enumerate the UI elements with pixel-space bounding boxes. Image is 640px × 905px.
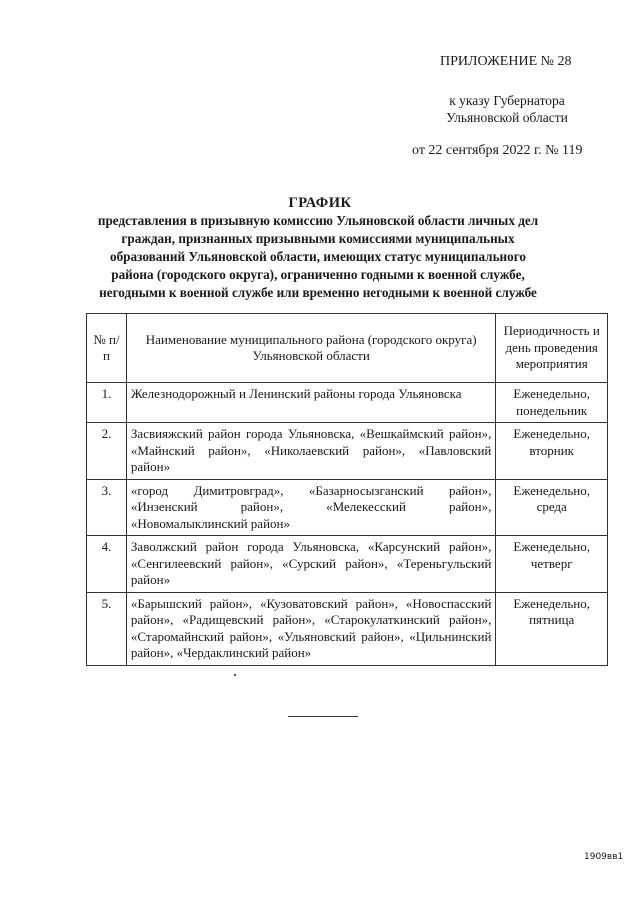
row-name: «город Димитровград», «Базарносызганский район», «Инзенский район», «Мелекесский район», «Новомалыклинский район» [126, 479, 496, 536]
row-name: Заволжский район города Ульяновска, «Карсунский район», «Сенгилеевский район», «Сурский район», «Тереньгульский район» [126, 536, 496, 593]
row-num: 3. [87, 479, 127, 536]
table-row [87, 383, 608, 423]
row-num: 2. [87, 423, 127, 480]
decree-reference [432, 92, 582, 126]
row-period: Еженедельно, четверг [496, 536, 608, 593]
document-code: 1909вв1 [584, 852, 624, 862]
row-name: «Барышский район», «Кузоватовский район», «Новоспасский район», «Радищевский район», «Старокулаткинский район», «Старомайнский район», «Ульяновский район», «Цильнинский район», «Чердаклинский район» [126, 592, 496, 665]
row-period: Еженедельно, вторник [496, 423, 608, 480]
decree-reference-line-1: к указу Губернатора [449, 93, 565, 108]
table-row [87, 423, 608, 480]
row-period: Еженедельно, понедельник [496, 383, 608, 423]
row-period: Еженедельно, пятница [496, 592, 608, 665]
header-period: Периодичность и день проведения мероприятия [496, 314, 608, 383]
header-num: № п/п [87, 314, 127, 383]
decree-date: от 22 сентября 2022 г. № 119 [412, 143, 583, 158]
row-name: Засвияжский район города Ульяновска, «Вешкаймский район», «Майнский район», «Николаевский район», «Павловский район» [126, 423, 496, 480]
document-title: ГРАФИК [288, 195, 352, 211]
table-row [87, 479, 608, 536]
row-num: 4. [87, 536, 127, 593]
decree-reference-line-2: Ульяновской области [446, 110, 568, 125]
table-header-row [87, 314, 608, 383]
table-row [87, 536, 608, 593]
document-subtitle: представления в призывную комиссию Ульяновской области личных дел граждан, признанных призывными комиссиями муниципальных образований Ульяновской области, имеющих статус муниципального района (городского округа), ограниченно годными к военной службе, негодными к военной службе или временно негодными к военной службе [97, 213, 539, 300]
closing-rule [288, 716, 358, 717]
schedule-table [86, 313, 608, 666]
table-row [87, 592, 608, 665]
scan-speck [234, 674, 236, 676]
row-name: Железнодорожный и Ленинский районы города Ульяновска [126, 383, 496, 423]
header-name: Наименование муниципального района (городского округа) Ульяновской области [126, 314, 496, 383]
row-num: 5. [87, 592, 127, 665]
annex-number: ПРИЛОЖЕНИЕ № 28 [440, 54, 572, 69]
row-num: 1. [87, 383, 127, 423]
row-period: Еженедельно, среда [496, 479, 608, 536]
